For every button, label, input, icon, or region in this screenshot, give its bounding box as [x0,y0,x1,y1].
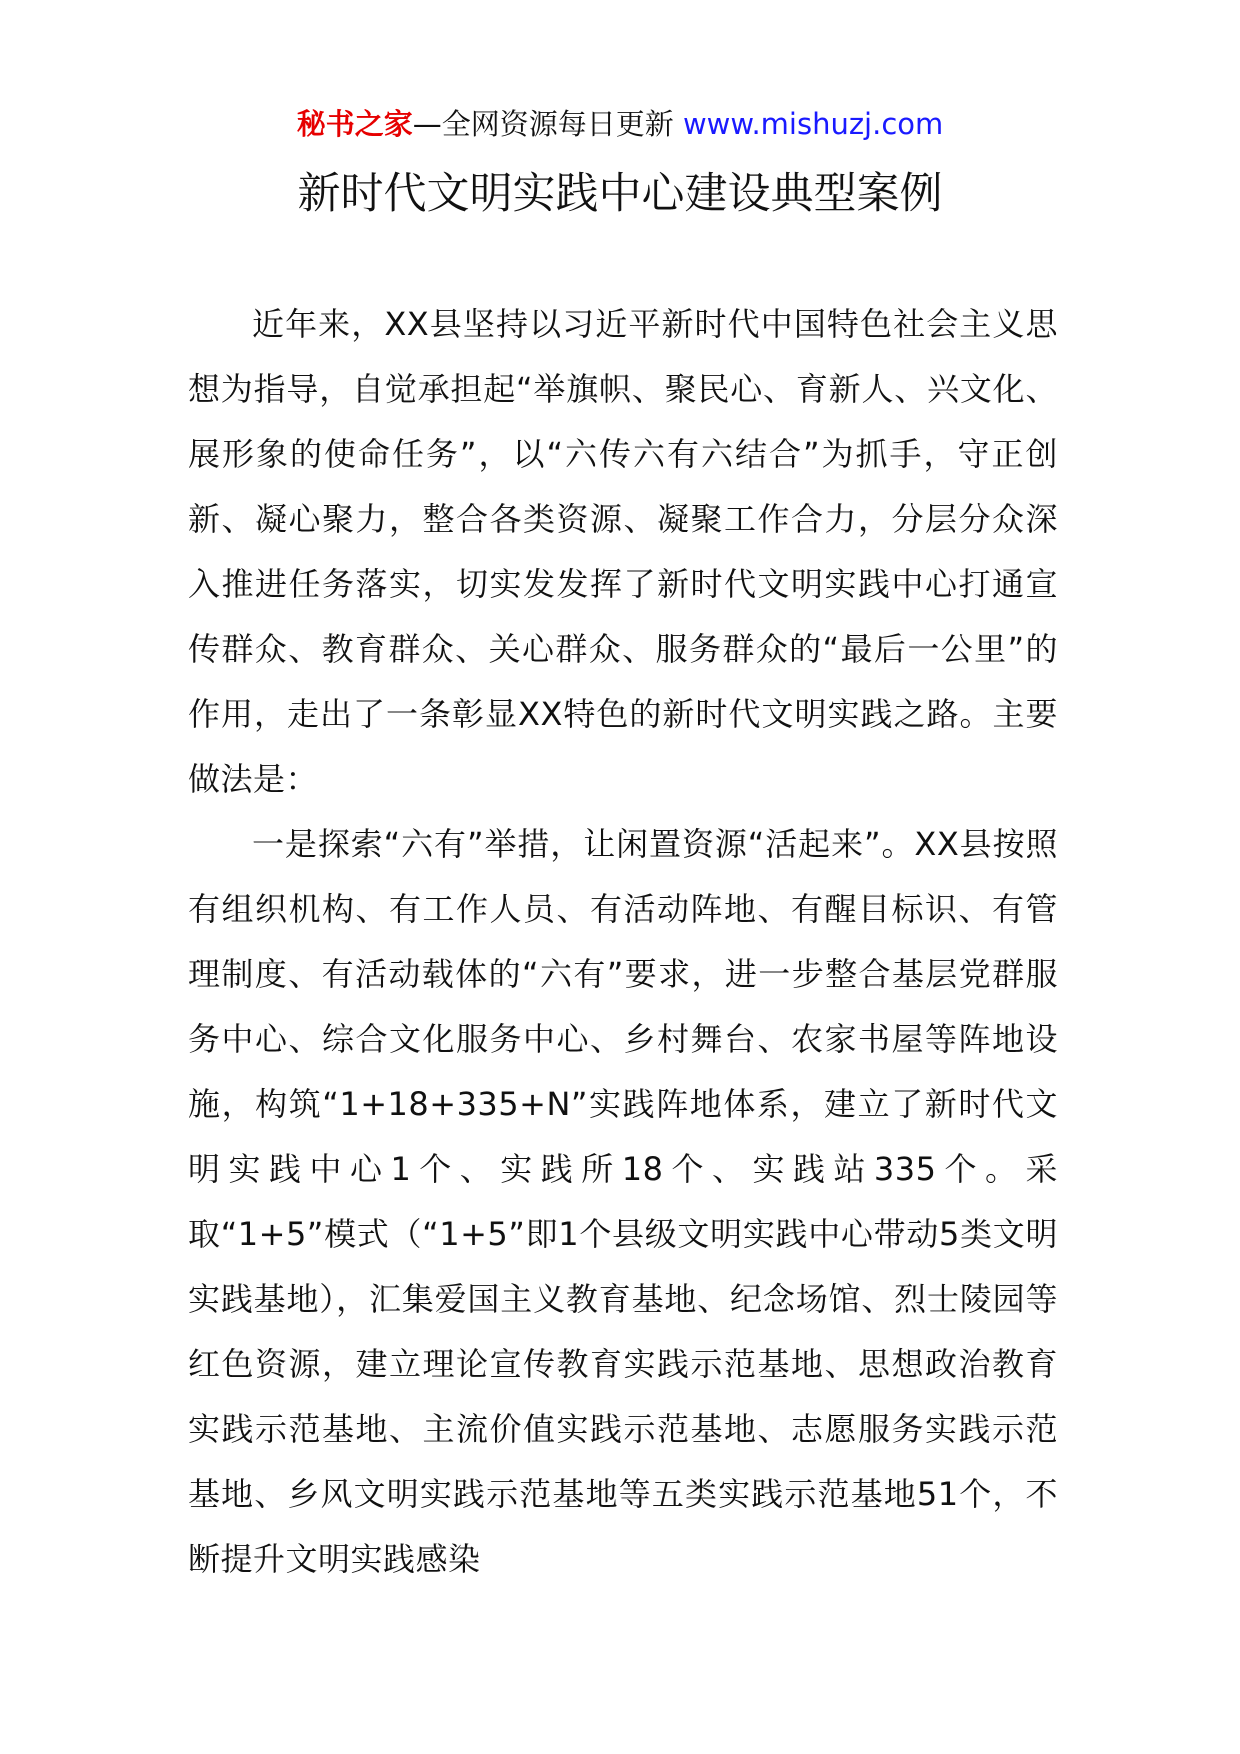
page-header [0,102,1240,146]
paragraph-section-1: 一是探索“六有”举措，让闲置资源“活起来”。XX县按照有组织机构、有工作人员、有活动阵地、有醒目标识、有管理制度、有活动载体的“六有”要求，进一步整合基层党群服务中心、综合文化服务中心、乡村舞台、农家书屋等阵地设施，构筑“1+18+335+N”实践阵地体系，建立了新时代文明实践中心1个、实践所18个、实践站335个。采取“1+5”模式（“1+5”即1个县级文明实践中心带动5类文明实践基地），汇集爱国主义教育基地、纪念场馆、烈士陵园等红色资源，建立理论宣传教育实践示范基地、思想政治教育实践示范基地、主流价值实践示范基地、志愿服务实践示范基地、乡风文明实践示范基地等五类实践示范基地51个，不断提升文明实践感染 [188,825,1058,1578]
document-title: 新时代文明实践中心建设典型案例 [297,169,943,219]
brand-name: 秘书之家 [296,107,413,141]
site-url-link[interactable]: www.mishuzj.com [682,107,944,141]
paragraph-intro: 近年来，XX县坚持以习近平新时代中国特色社会主义思想为指导，自觉承担起“举旗帜、聚民心、育新人、兴文化、展形象的使命任务”，以“六传六有六结合”为抓手，守正创新、凝心聚力，整合各类资源、凝聚工作合力，分层分众深入推进任务落实，切实发发挥了新时代文明实践中心打通宣传群众、教育群众、关心群众、服务群众的“最后一公里”的作用，走出了一条彰显XX特色的新时代文明实践之路。主要做法是： [188,305,1058,798]
header-slogan: —全网资源每日更新 [412,107,683,141]
document-body [188,292,1058,1592]
